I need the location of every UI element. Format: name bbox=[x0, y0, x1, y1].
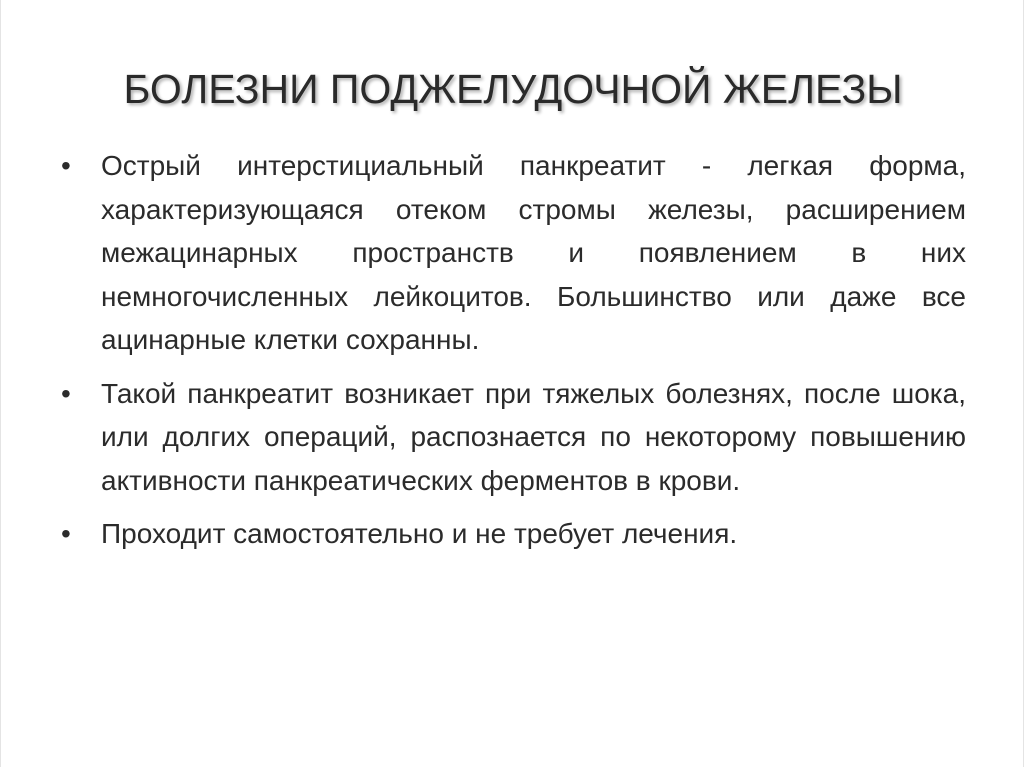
bullet-text: Проходит самостоятельно и не требует лечения. bbox=[101, 518, 738, 549]
slide-title: БОЛЕЗНИ ПОДЖЕЛУДОЧНОЙ ЖЕЛЕЗЫ bbox=[123, 66, 903, 112]
bullet-text: Такой панкреатит возникает при тяжелых болезнях, после шока, или долгих операций, распознается по некоторому повышению активности панкреатических ферментов в крови. bbox=[101, 377, 966, 496]
bullet-item bbox=[61, 512, 966, 556]
bullet-item bbox=[61, 372, 966, 503]
bullet-list bbox=[61, 144, 966, 566]
bullet-text: Острый интерстициальный панкреатит - легкая форма, характеризующаяся отеком стромы железы, расширением межацинарных пространств и появлением в них немногочисленных лейкоцитов. Большинство или даже все ацинарные клетки сохранны. bbox=[101, 150, 966, 355]
bullet-dot-icon: • bbox=[61, 150, 71, 181]
bullet-dot-icon: • bbox=[61, 377, 71, 409]
bullet-item bbox=[61, 144, 966, 362]
bullet-dot-icon: • bbox=[61, 518, 71, 549]
